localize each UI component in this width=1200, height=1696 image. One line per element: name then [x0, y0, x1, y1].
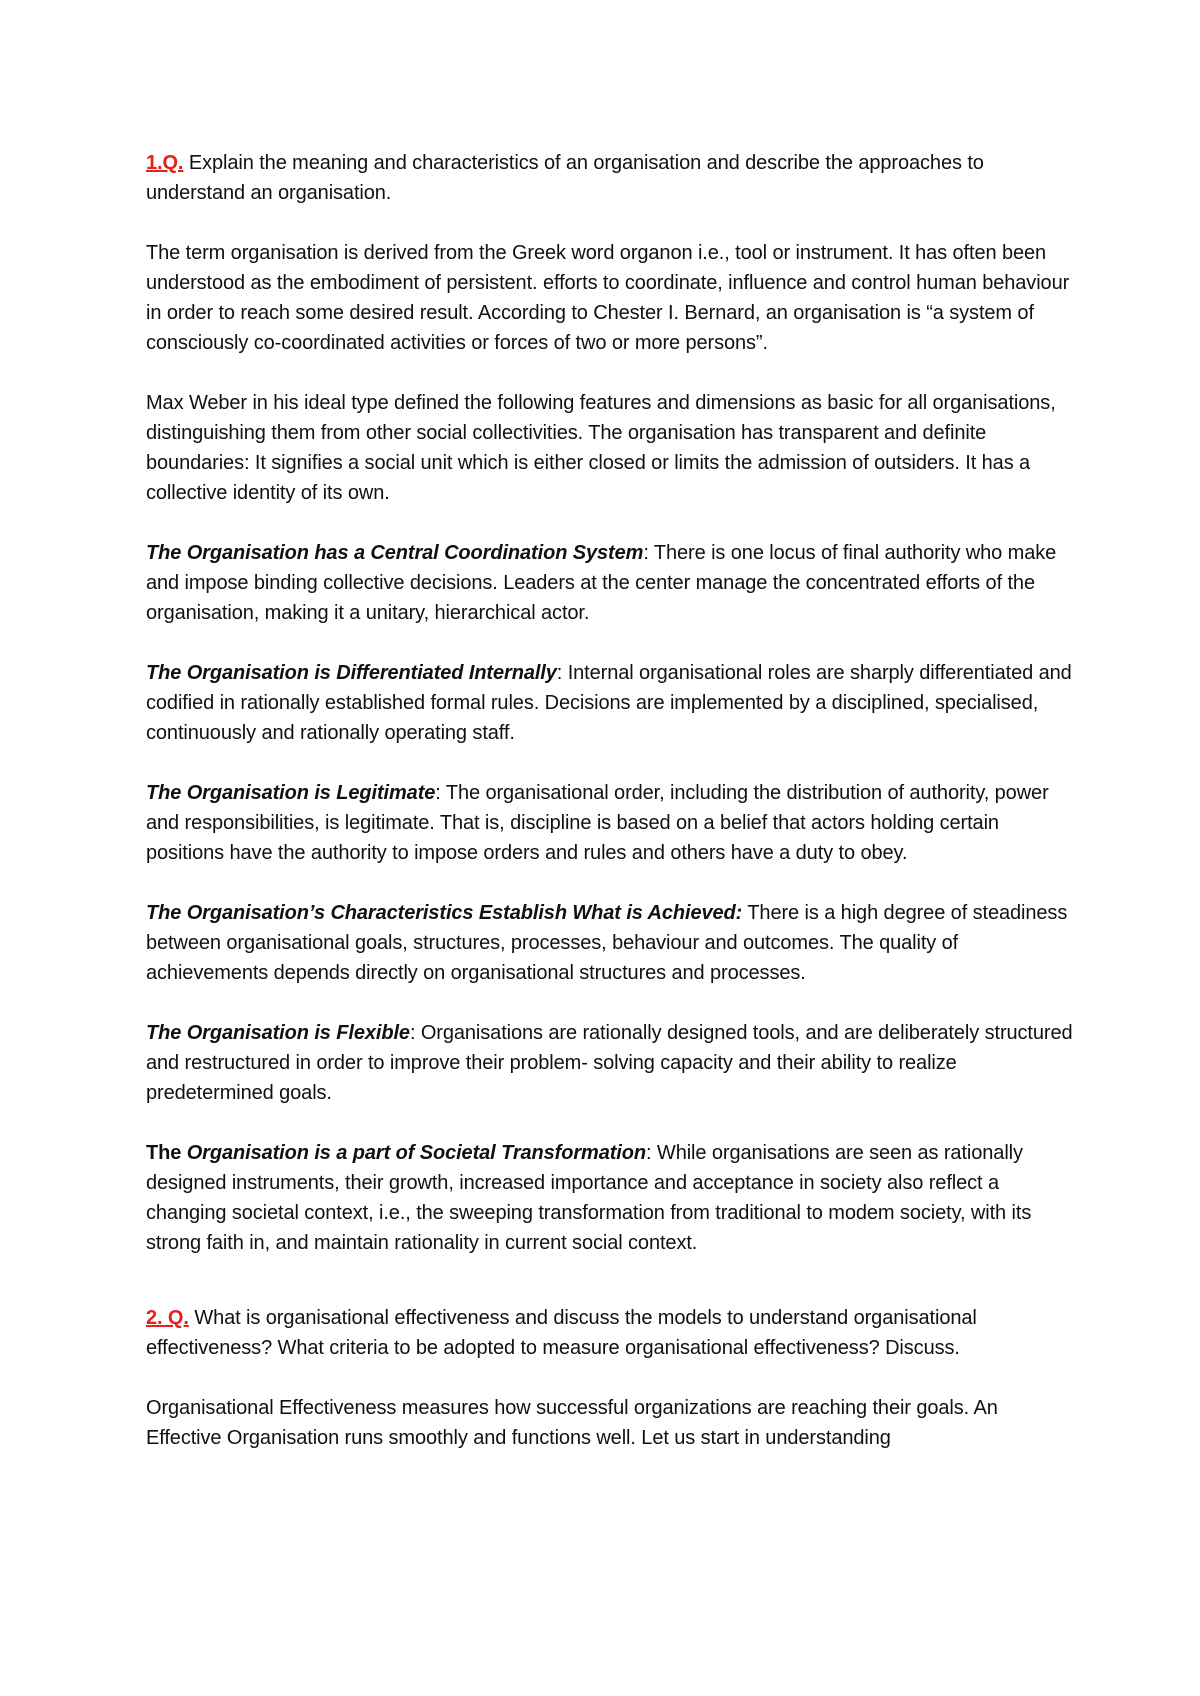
feature-central-coordination — [146, 538, 1076, 628]
feature-differentiated — [146, 658, 1076, 748]
feature-text: : While organisations are seen as rationally designed instruments, their growth, increased importance and acceptance in society also reflect a changing societal context, i.e., the sweeping transformation from traditional to modem society, with its strong faith in, and maintain rationality in current social context. — [146, 1142, 1032, 1254]
feature-text: : Organisations are rationally designed tools, and are deliberately structured and restructured in order to improve their problem- solving capacity and their ability to realize predetermined goals. — [146, 1022, 1073, 1104]
feature-heading: The Organisation is Legitimate — [146, 782, 436, 804]
question-2-label: 2. Q. — [146, 1307, 189, 1329]
feature-flexible — [146, 1018, 1076, 1108]
feature-heading: The Organisation is Differentiated Internally — [146, 662, 557, 684]
question-1 — [146, 148, 1076, 208]
paragraph-effectiveness: Organisational Effectiveness measures how successful organizations are reaching their goals. An Effective Organisation runs smoothly and functions well. Let us start in understanding — [146, 1397, 998, 1449]
feature-text: : The organisational order, including the distribution of authority, power and responsibilities, is legitimate. That is, discipline is based on a belief that actors holding certain positions have the authority to impose orders and rules and others have a duty to obey. — [146, 782, 1049, 864]
feature-characteristics — [146, 898, 1076, 988]
feature-heading-prefix: The — [146, 1142, 187, 1164]
feature-text: : Internal organisational roles are sharply differentiated and codified in rationally established formal rules. Decisions are implemented by a disciplined, specialised, continuously and rationally operating staff. — [146, 662, 1072, 744]
feature-societal-transformation — [146, 1138, 1076, 1258]
feature-text: There is a high degree of steadiness between organisational goals, structures, processes, behaviour and outcomes. The quality of achievements depends directly on organisational structures and processes. — [146, 902, 1068, 984]
question-2-text: What is organisational effectiveness and discuss the models to understand organisational effectiveness? What criteria to be adopted to measure organisational effectiveness? Discuss. — [146, 1307, 977, 1359]
question-1-text: Explain the meaning and characteristics of an organisation and describe the approaches to understand an organisation. — [146, 152, 984, 204]
feature-heading: The Organisation’s Characteristics Establish What is Achieved: — [146, 902, 743, 924]
feature-text: : There is one locus of final authority who make and impose binding collective decisions. Leaders at the center manage the concentrated efforts of the organisation, making it a unitary, hierarchical actor. — [146, 542, 1057, 624]
paragraph-definition: The term organisation is derived from the Greek word organon i.e., tool or instrument. It has often been understood as the embodiment of persistent. efforts to coordinate, influence and control human behaviour in order to reach some desired result. According to Chester I. Bernard, an organisation is “a system of consciously co-coordinated activities or forces of two or more persons”. — [146, 242, 1070, 354]
feature-heading: The Organisation is Flexible — [146, 1022, 410, 1044]
paragraph-max-weber: Max Weber in his ideal type defined the following features and dimensions as basic for all organisations, distinguishing them from other social collectivities. The organisation has transparent and definite boundaries: It signifies a social unit which is either closed or limits the admission of outsiders. It has a collective identity of its own. — [146, 392, 1056, 504]
feature-heading: The Organisation has a Central Coordination System — [146, 542, 644, 564]
question-2 — [146, 1303, 1076, 1363]
feature-heading: Organisation is a part of Societal Transformation — [186, 1142, 646, 1164]
question-1-label: 1.Q. — [146, 152, 184, 174]
document-page — [146, 148, 1076, 1483]
feature-legitimate — [146, 778, 1076, 868]
